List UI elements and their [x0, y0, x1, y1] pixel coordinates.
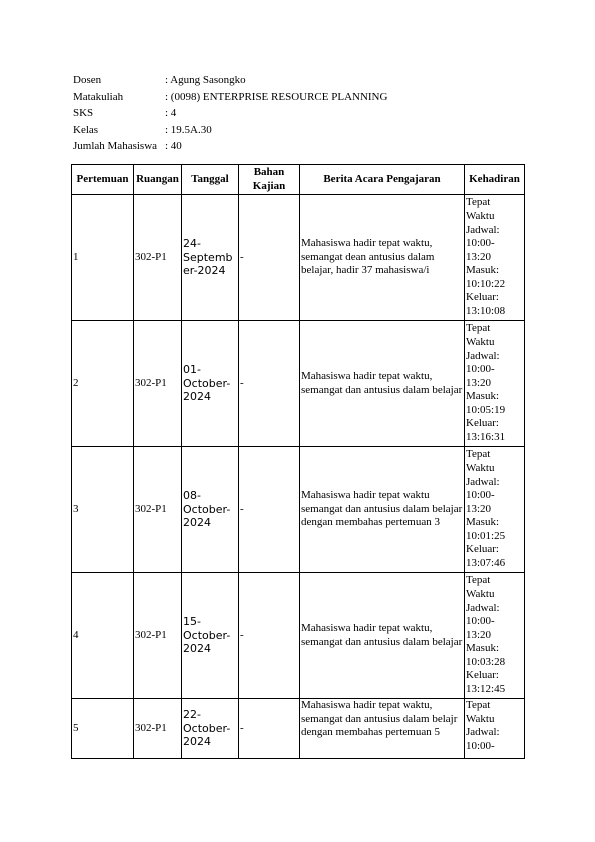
- kehadiran-line: Jadwal:: [466, 726, 500, 739]
- kehadiran-line: 13:20: [466, 250, 492, 263]
- cell-kehadiran: [465, 195, 525, 321]
- dosen-label: Dosen: [73, 74, 102, 86]
- cell-berita: Mahasiswa hadir tepat waktu semangat dan antusius dalam belajar dengan membahas pertemuan 3: [300, 447, 465, 573]
- kehadiran-line: Waktu: [466, 209, 495, 222]
- cell-pertemuan: 1: [72, 195, 134, 321]
- kehadiran-line: 10:10:22: [466, 277, 506, 290]
- attendance-table: [71, 164, 525, 759]
- kehadiran-line: Jadwal:: [466, 601, 500, 614]
- kehadiran-line: 10:01:25: [466, 529, 506, 542]
- table-row: [72, 573, 525, 699]
- cell-bahan: -: [239, 321, 300, 447]
- matakuliah-value: : (0098) ENTERPRISE RESOURCE PLANNING: [165, 90, 388, 103]
- table-row: [72, 195, 525, 321]
- kehadiran-line: Keluar:: [466, 543, 499, 556]
- cell-tanggal: 01-October-2024: [182, 321, 239, 447]
- cell-kehadiran: [465, 447, 525, 573]
- kehadiran-line: 13:20: [466, 376, 492, 389]
- kehadiran-line: Waktu: [466, 587, 495, 600]
- kehadiran-line: 10:05:19: [466, 403, 506, 416]
- header-bahan-kajian: Bahan Kajian: [239, 165, 300, 195]
- jumlah-value: : 40: [165, 140, 182, 152]
- cell-ruangan: 302-P1: [134, 195, 182, 321]
- cell-pertemuan: 5: [72, 699, 134, 759]
- kehadiran-line: 13:20: [466, 502, 492, 515]
- kehadiran-line: 13:12:45: [466, 683, 506, 696]
- kehadiran-line: Keluar:: [466, 669, 499, 682]
- info-matakuliah: [73, 89, 387, 106]
- cell-tanggal: 15-October-2024: [182, 573, 239, 699]
- kehadiran-line: Keluar:: [466, 291, 499, 304]
- kehadiran-line: Tepat: [466, 699, 491, 711]
- header-kehadiran: Kehadiran: [465, 165, 525, 195]
- kehadiran-line: Tepat: [466, 196, 491, 209]
- kehadiran-line: Waktu: [466, 335, 495, 348]
- kehadiran-line: 13:07:46: [466, 557, 506, 570]
- cell-tanggal: 22-October-2024: [182, 699, 239, 759]
- header-row: [72, 165, 525, 195]
- kelas-value: : 19.5A.30: [165, 123, 212, 136]
- cell-tanggal: 24-September-2024: [182, 195, 239, 321]
- cell-ruangan: 302-P1: [134, 699, 182, 759]
- cell-ruangan: 302-P1: [134, 447, 182, 573]
- kehadiran-line: Keluar:: [466, 417, 499, 430]
- cell-berita: Mahasiswa hadir tepat waktu, semangat dan antusius dalam belajar: [300, 321, 465, 447]
- cell-bahan: -: [239, 699, 300, 759]
- kehadiran-line: 10:03:28: [466, 655, 506, 668]
- kehadiran-line: 10:00-: [466, 739, 495, 752]
- cell-berita: Mahasiswa hadir tepat waktu, semangat dan antusius dalam belajar: [300, 573, 465, 699]
- cell-kehadiran: [465, 699, 525, 759]
- cell-kehadiran: [465, 321, 525, 447]
- info-kelas: [73, 122, 387, 139]
- kehadiran-line: 13:16:31: [466, 431, 506, 444]
- jumlah-label: Jumlah Mahasiswa: [73, 140, 158, 152]
- cell-berita: Mahasiswa hadir tepat waktu, semangat dan antusius dalam belajr dengan membahas pertemuan 5: [300, 699, 465, 759]
- info-jumlah: [73, 138, 387, 155]
- cell-ruangan: 302-P1: [134, 573, 182, 699]
- kehadiran-line: Waktu: [466, 712, 495, 725]
- cell-bahan: -: [239, 573, 300, 699]
- kehadiran-line: 10:00-: [466, 363, 495, 376]
- cell-pertemuan: 2: [72, 321, 134, 447]
- cell-berita: Mahasiswa hadir tepat waktu, semangat dean antusius dalam belajar, hadir 37 mahasiswa/i: [300, 195, 465, 321]
- cell-kehadiran: [465, 573, 525, 699]
- kehadiran-line: Jadwal:: [466, 349, 500, 362]
- kehadiran-line: 10:00-: [466, 237, 495, 250]
- kehadiran-line: Masuk:: [466, 642, 499, 655]
- header-berita-acara: Berita Acara Pengajaran: [300, 165, 465, 195]
- cell-tanggal: 08-October-2024: [182, 447, 239, 573]
- cell-pertemuan: 3: [72, 447, 134, 573]
- sks-label: SKS: [73, 107, 94, 119]
- table-row: [72, 447, 525, 573]
- cell-bahan: -: [239, 447, 300, 573]
- table-row: [72, 699, 525, 759]
- kehadiran-line: Tepat: [466, 448, 491, 461]
- dosen-value: : Agung Sasongko: [165, 74, 246, 86]
- kehadiran-line: Tepat: [466, 574, 491, 587]
- header-pertemuan: Pertemuan: [72, 165, 134, 195]
- cell-bahan: -: [239, 195, 300, 321]
- kehadiran-line: 10:00-: [466, 489, 495, 502]
- kehadiran-line: Tepat: [466, 322, 491, 335]
- kelas-label: Kelas: [73, 123, 99, 136]
- kehadiran-line: 13:20: [466, 628, 492, 641]
- cell-ruangan: 302-P1: [134, 321, 182, 447]
- info-dosen: [73, 72, 387, 89]
- sks-value: : 4: [165, 107, 177, 119]
- header-tanggal: Tanggal: [182, 165, 239, 195]
- kehadiran-line: Jadwal:: [466, 475, 500, 488]
- course-info: [73, 72, 387, 155]
- kehadiran-line: Jadwal:: [466, 223, 500, 236]
- kehadiran-line: Masuk:: [466, 516, 499, 529]
- info-sks: [73, 105, 387, 122]
- kehadiran-line: 10:00-: [466, 615, 495, 628]
- kehadiran-line: 13:10:08: [466, 305, 506, 318]
- matakuliah-label: Matakuliah: [73, 90, 124, 103]
- cell-pertemuan: 4: [72, 573, 134, 699]
- table-row: [72, 321, 525, 447]
- kehadiran-line: Masuk:: [466, 390, 499, 403]
- kehadiran-line: Masuk:: [466, 264, 499, 277]
- header-ruangan: Ruangan: [134, 165, 182, 195]
- kehadiran-line: Waktu: [466, 461, 495, 474]
